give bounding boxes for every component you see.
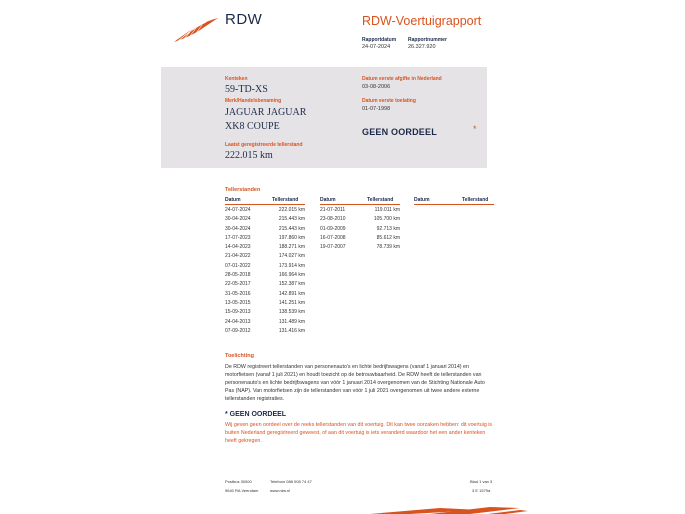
odometer-reading: 85.612 km	[376, 234, 400, 241]
odometer-date: 31-05-2016	[225, 290, 251, 297]
odometer-row	[320, 234, 400, 243]
footer-page: Blad 1 van 3	[470, 479, 493, 484]
footer-website: www.rdw.nl	[270, 488, 291, 493]
odometer-date: 19-07-2007	[320, 244, 346, 251]
make-line-1: JAGUAR JAGUAR	[225, 107, 307, 118]
odometer-reading: 138.539 km	[278, 309, 305, 316]
col1-rule	[225, 204, 305, 205]
odometer-reading: 141.251 km	[278, 299, 305, 306]
odometer-row	[225, 215, 305, 224]
col3-rule	[414, 204, 494, 205]
footer-code: 3 E 1579a	[472, 488, 491, 493]
col2-date-header: Datum	[320, 197, 336, 203]
first-nl-date: 03-08-2006	[362, 84, 391, 90]
odometer-date: 30-04-2024	[225, 225, 251, 232]
odometer-row	[225, 299, 305, 308]
report-title: RDW-Voertuigrapport	[362, 14, 482, 28]
verdict-asterisk: *	[473, 124, 477, 134]
odometer-section-title: Tellerstanden	[225, 187, 261, 193]
odometer-row	[320, 243, 400, 252]
odometer-row	[225, 243, 305, 252]
last-odometer-label: Laatst geregistreerde tellerstand	[225, 142, 303, 148]
plate-label: Kenteken	[225, 76, 248, 82]
report-date-label: Rapportdatum	[362, 37, 397, 43]
odometer-reading: 215.443 km	[278, 216, 305, 223]
first-admission-date: 01-07-1998	[362, 106, 391, 112]
footer-phone: Telefoon 088 008 74 47	[270, 479, 312, 484]
odometer-date: 16-07-2008	[320, 234, 346, 241]
odometer-reading: 142.891 km	[278, 290, 305, 297]
odometer-reading: 92.713 km	[376, 225, 400, 232]
verdict: GEEN OORDEEL	[362, 127, 437, 137]
odometer-date: 24-04-2013	[225, 318, 251, 325]
odometer-date: 24-07-2024	[225, 207, 251, 213]
license-plate: 59-TD-XS	[225, 84, 268, 95]
odometer-reading: 188.271 km	[278, 244, 305, 251]
odometer-date: 28-05-2018	[225, 272, 251, 279]
make-line-2: XK8 COUPE	[225, 121, 280, 132]
odometer-row	[320, 206, 400, 215]
odometer-date: 07-09-2012	[225, 327, 251, 334]
odometer-reading: 174.027 km	[278, 253, 305, 260]
odometer-row	[320, 225, 400, 234]
odometer-row	[225, 318, 305, 327]
report-number: 26.327.920	[408, 44, 436, 50]
footer-city: 9640 RA Veendam	[225, 488, 259, 493]
odometer-row	[225, 252, 305, 261]
first-nl-label: Datum eerste afgifte in Nederland	[362, 76, 442, 82]
odometer-reading: 131.489 km	[278, 318, 305, 325]
col2-rule	[320, 204, 400, 205]
vehicle-summary-panel	[161, 67, 487, 168]
col3-reading-header: Tellerstand	[462, 197, 489, 203]
odometer-date: 15-09-2013	[225, 309, 251, 316]
odometer-row	[320, 215, 400, 224]
odometer-row	[225, 327, 305, 336]
odometer-reading: 78.739 km	[376, 244, 400, 251]
odometer-reading: 152.387 km	[278, 281, 305, 288]
explanation-paragraph: De RDW registreert tellerstanden van personenauto's en lichte bedrijfswagens (vanaf 1 januari 2014) en motorfietsen (vanaf 1 juli 2021) en houdt toezicht op de betrouwbaarheid. De RDW heeft de tellerstanden van personenauto's en lichte bedrijfswagens van vóór 1 januari 2014 overgenomen van de Stichting Nationale Auto Pas (NAP). Van motorfietsen zijn de tellerstanden van vóór 1 juli 2021 overgenomen uit twee andere externe tellerstanden registraties.	[225, 364, 485, 402]
odometer-date: 30-04-2024	[225, 216, 251, 223]
odometer-reading: 119.011 km	[374, 207, 400, 213]
rdw-logo-icon	[172, 16, 220, 44]
report-date: 24-07-2024	[362, 44, 391, 50]
footer-stripes-icon	[370, 506, 530, 514]
odometer-row	[225, 234, 305, 243]
last-odometer-value: 222.015 km	[225, 150, 273, 161]
odometer-date: 23-08-2010	[320, 216, 346, 223]
col1-date-header: Datum	[225, 197, 241, 203]
col2-reading-header: Tellerstand	[367, 197, 394, 203]
verdict-heading: * GEEN OORDEEL	[225, 411, 287, 418]
odometer-date: 01-09-2009	[320, 225, 346, 232]
odometer-reading: 222.015 km	[278, 207, 305, 213]
odometer-date: 14-04-2023	[225, 244, 251, 251]
odometer-date: 13-05-2015	[225, 299, 251, 306]
odometer-reading: 105.700 km	[373, 216, 400, 223]
odometer-reading: 197.860 km	[278, 234, 305, 241]
odometer-reading: 215.443 km	[278, 225, 305, 232]
explanation-title: Toelichting	[225, 353, 254, 359]
odometer-row	[225, 290, 305, 299]
odometer-date: 07-01-2022	[225, 262, 251, 269]
odometer-date: 17-07-2023	[225, 234, 251, 241]
odometer-row	[225, 206, 305, 215]
odometer-row	[225, 280, 305, 289]
col3-date-header: Datum	[414, 197, 430, 203]
logo-text: RDW	[225, 11, 263, 28]
odometer-reading: 166.964 km	[278, 272, 305, 279]
verdict-explanation: Wij geven geen oordeel over de reeks tellerstanden van dit voertuig. Dit kan twee oorzaken hebben: dit voertuig is buiten Nederland geregistreerd geweest, of aan dit voertuig is iets veranderd waardoor het een ander kenteken heeft gekregen.	[225, 422, 493, 444]
odometer-date: 22-05-2017	[225, 281, 251, 288]
odometer-date: 21-07-2011	[320, 207, 346, 213]
odometer-date: 21-04-2022	[225, 253, 251, 260]
footer-postbox: Postbus 30000	[225, 479, 252, 484]
odometer-column-2	[320, 206, 400, 252]
odometer-row	[225, 262, 305, 271]
first-admission-label: Datum eerste toelating	[362, 98, 416, 104]
odometer-row	[225, 271, 305, 280]
col1-reading-header: Tellerstand	[272, 197, 299, 203]
odometer-reading: 173.914 km	[278, 262, 305, 269]
odometer-row	[225, 308, 305, 317]
odometer-column-1	[225, 206, 305, 336]
odometer-reading: 131.416 km	[278, 327, 305, 334]
odometer-row	[225, 225, 305, 234]
report-number-label: Rapportnummer	[408, 37, 447, 43]
make-label: Merk/Handelsbenaming	[225, 98, 282, 104]
